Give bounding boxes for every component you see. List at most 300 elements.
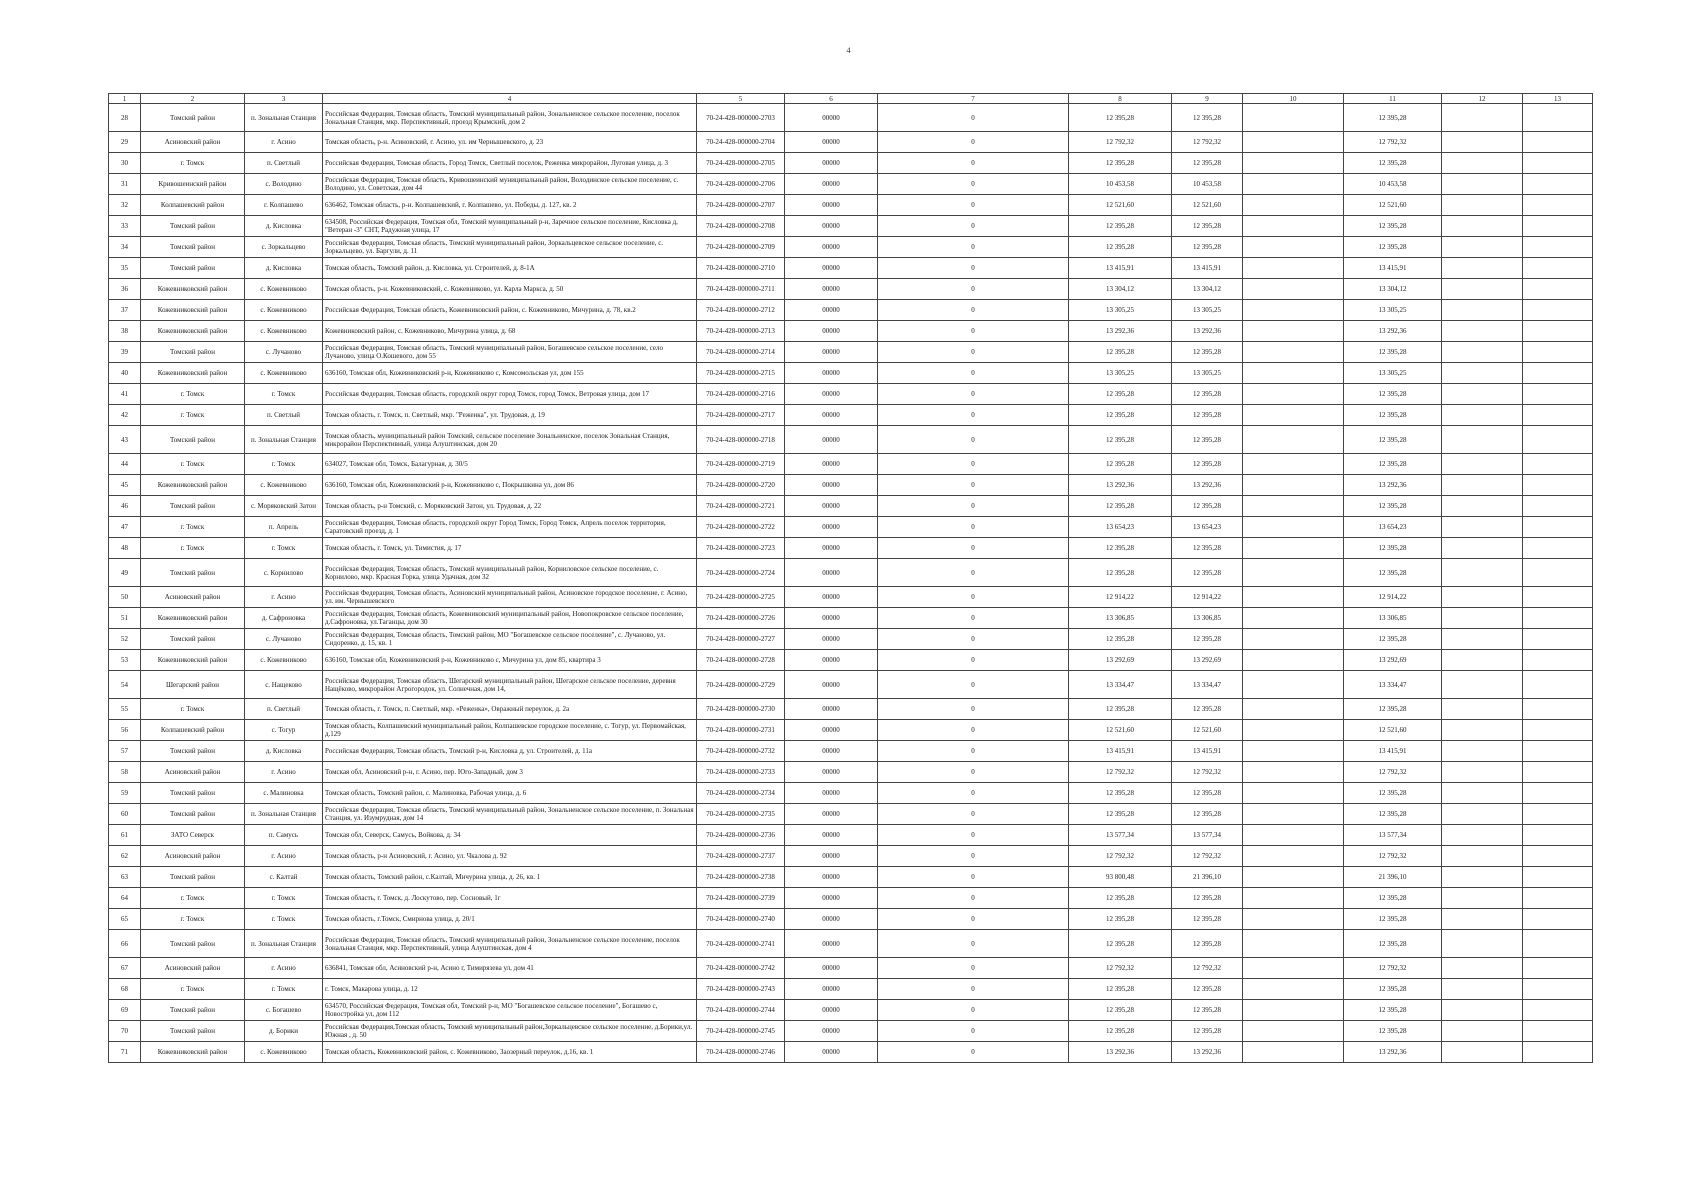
cell-col-12 — [1442, 237, 1523, 258]
cell-locality: г. Томск — [245, 888, 323, 909]
cell-col-9: 12 395,28 — [1172, 538, 1243, 559]
cell-col-7: 0 — [878, 846, 1069, 867]
cell-col-13 — [1523, 454, 1593, 475]
table-row — [109, 132, 1593, 153]
cell-district: Кожевниковский район — [141, 363, 245, 384]
header-col-5: 5 — [697, 94, 785, 104]
cell-col-12 — [1442, 650, 1523, 671]
cell-col-12 — [1442, 538, 1523, 559]
cell-code: 70-24-428-000000-2723 — [697, 538, 785, 559]
cell-col-9: 12 395,28 — [1172, 783, 1243, 804]
header-col-11: 11 — [1344, 94, 1442, 104]
cell-col-10 — [1243, 538, 1344, 559]
header-row — [109, 94, 1593, 104]
table-row — [109, 958, 1593, 979]
cell-address: 636462, Томская область, р-н. Колпашевский, г. Колпашево, ул. Победы, д. 127, кв. 2 — [323, 195, 697, 216]
cell-locality: п. Зональная Станция — [245, 104, 323, 132]
table-row — [109, 741, 1593, 762]
cell-col-6: 00000 — [785, 587, 878, 608]
cell-code: 70-24-428-000000-2735 — [697, 804, 785, 825]
cell-col-11: 12 521,60 — [1344, 195, 1442, 216]
cell-code: 70-24-428-000000-2717 — [697, 405, 785, 426]
cell-address: Томская область, г. Томск, ул. Тимистия, д. 17 — [323, 538, 697, 559]
cell-row-number: 47 — [109, 517, 141, 538]
cell-col-12 — [1442, 846, 1523, 867]
cell-col-8: 13 334,47 — [1069, 671, 1172, 699]
cell-col-9: 12 395,28 — [1172, 342, 1243, 363]
cell-col-12 — [1442, 699, 1523, 720]
cell-col-10 — [1243, 454, 1344, 475]
cell-locality: с. Малиновка — [245, 783, 323, 804]
cell-col-10 — [1243, 517, 1344, 538]
cell-col-6: 00000 — [785, 475, 878, 496]
table-row — [109, 300, 1593, 321]
cell-district: Томский район — [141, 1000, 245, 1021]
cell-row-number: 60 — [109, 804, 141, 825]
cell-col-6: 00000 — [785, 608, 878, 629]
cell-locality: д. Кисловка — [245, 258, 323, 279]
cell-col-9: 12 395,28 — [1172, 804, 1243, 825]
cell-code: 70-24-428-000000-2716 — [697, 384, 785, 405]
cell-district: Томский район — [141, 216, 245, 237]
cell-col-12 — [1442, 1021, 1523, 1042]
cell-address: Российская Федерация, Томская область, Томский муниципальный район, Зональненское сельское поселение, поселок Зональная Станция, мкр. Перспективный, улица Алуштинская, дом 4 — [323, 930, 697, 958]
cell-locality: д. Борики — [245, 1021, 323, 1042]
cell-col-11: 13 305,25 — [1344, 363, 1442, 384]
cell-locality: д. Кисловка — [245, 741, 323, 762]
cell-code: 70-24-428-000000-2728 — [697, 650, 785, 671]
cell-code: 70-24-428-000000-2706 — [697, 174, 785, 195]
cell-col-6: 00000 — [785, 517, 878, 538]
cell-col-9: 12 521,60 — [1172, 195, 1243, 216]
cell-col-9: 12 395,28 — [1172, 559, 1243, 587]
cell-col-6: 00000 — [785, 720, 878, 741]
cell-col-6: 00000 — [785, 909, 878, 930]
cell-col-10 — [1243, 804, 1344, 825]
cell-col-9: 13 654,23 — [1172, 517, 1243, 538]
cell-col-7: 0 — [878, 587, 1069, 608]
cell-col-10 — [1243, 174, 1344, 195]
cell-col-13 — [1523, 342, 1593, 363]
cell-row-number: 41 — [109, 384, 141, 405]
cell-locality: с. Володино — [245, 174, 323, 195]
cell-district: Колпашевский район — [141, 720, 245, 741]
cell-row-number: 44 — [109, 454, 141, 475]
cell-locality: с. Лучаново — [245, 629, 323, 650]
cell-col-13 — [1523, 237, 1593, 258]
cell-address: 634570, Российская Федерация, Томская обл, Томский р-н, МО "Богашевское сельское поселение", Богашево с, Новостройка ул, дом 112 — [323, 1000, 697, 1021]
cell-col-6: 00000 — [785, 699, 878, 720]
cell-row-number: 62 — [109, 846, 141, 867]
cell-col-11: 12 395,28 — [1344, 216, 1442, 237]
cell-row-number: 28 — [109, 104, 141, 132]
cell-col-13 — [1523, 132, 1593, 153]
table-row — [109, 867, 1593, 888]
header-col-13: 13 — [1523, 94, 1593, 104]
cell-col-6: 00000 — [785, 258, 878, 279]
cell-col-11: 12 395,28 — [1344, 153, 1442, 174]
cell-col-10 — [1243, 237, 1344, 258]
cell-code: 70-24-428-000000-2736 — [697, 825, 785, 846]
cell-col-10 — [1243, 650, 1344, 671]
cell-locality: с. Кожевниково — [245, 475, 323, 496]
cell-row-number: 34 — [109, 237, 141, 258]
cell-address: Томская обл, Северск, Самусь, Войкова, д. 34 — [323, 825, 697, 846]
cell-col-11: 13 334,47 — [1344, 671, 1442, 699]
cell-col-8: 13 292,36 — [1069, 475, 1172, 496]
cell-col-8: 12 395,28 — [1069, 538, 1172, 559]
cell-code: 70-24-428-000000-2707 — [697, 195, 785, 216]
cell-row-number: 40 — [109, 363, 141, 384]
cell-col-8: 12 521,60 — [1069, 195, 1172, 216]
cell-col-10 — [1243, 587, 1344, 608]
cell-col-8: 12 395,28 — [1069, 783, 1172, 804]
cell-code: 70-24-428-000000-2746 — [697, 1042, 785, 1063]
cell-district: Томский район — [141, 867, 245, 888]
cell-col-10 — [1243, 321, 1344, 342]
cell-col-6: 00000 — [785, 1042, 878, 1063]
cell-col-6: 00000 — [785, 216, 878, 237]
cell-col-7: 0 — [878, 538, 1069, 559]
cell-col-6: 00000 — [785, 153, 878, 174]
cell-col-12 — [1442, 979, 1523, 1000]
cell-col-8: 12 395,28 — [1069, 909, 1172, 930]
cell-col-6: 00000 — [785, 363, 878, 384]
table-row — [109, 195, 1593, 216]
cell-code: 70-24-428-000000-2730 — [697, 699, 785, 720]
cell-col-7: 0 — [878, 496, 1069, 517]
cell-col-8: 12 395,28 — [1069, 559, 1172, 587]
cell-address: 636160, Томская обл, Кожевниковский р-н, Кожевниково с, Комсомольская ул, дом 155 — [323, 363, 697, 384]
cell-col-12 — [1442, 279, 1523, 300]
cell-col-8: 12 395,28 — [1069, 930, 1172, 958]
cell-col-12 — [1442, 671, 1523, 699]
cell-district: Асиновский район — [141, 958, 245, 979]
cell-district: Асиновский район — [141, 132, 245, 153]
cell-col-13 — [1523, 1042, 1593, 1063]
cell-col-11: 12 395,28 — [1344, 1000, 1442, 1021]
cell-col-9: 12 395,28 — [1172, 384, 1243, 405]
cell-col-10 — [1243, 426, 1344, 454]
cell-col-11: 12 395,28 — [1344, 804, 1442, 825]
cell-col-10 — [1243, 279, 1344, 300]
cell-col-12 — [1442, 888, 1523, 909]
cell-col-10 — [1243, 867, 1344, 888]
cell-col-13 — [1523, 608, 1593, 629]
cell-col-9: 12 395,28 — [1172, 979, 1243, 1000]
table-row — [109, 671, 1593, 699]
cell-col-9: 12 395,28 — [1172, 104, 1243, 132]
cell-col-9: 13 415,91 — [1172, 258, 1243, 279]
cell-col-12 — [1442, 363, 1523, 384]
cell-col-6: 00000 — [785, 825, 878, 846]
cell-col-9: 12 792,32 — [1172, 846, 1243, 867]
cell-col-8: 12 395,28 — [1069, 1021, 1172, 1042]
cell-col-11: 21 396,10 — [1344, 867, 1442, 888]
cell-row-number: 65 — [109, 909, 141, 930]
cell-col-10 — [1243, 132, 1344, 153]
table-row — [109, 237, 1593, 258]
cell-col-8: 13 292,36 — [1069, 1042, 1172, 1063]
cell-district: г. Томск — [141, 454, 245, 475]
cell-district: Томский район — [141, 258, 245, 279]
cell-col-8: 12 792,32 — [1069, 958, 1172, 979]
cell-address: Томская область, г. Томск, д. Лоскутово, пер. Сосновый, 1г — [323, 888, 697, 909]
cell-district: Асиновский район — [141, 762, 245, 783]
cell-col-11: 12 395,28 — [1344, 629, 1442, 650]
registry-table-container — [108, 93, 1592, 1063]
cell-district: Томский район — [141, 930, 245, 958]
cell-locality: г. Асино — [245, 846, 323, 867]
cell-col-9: 13 305,25 — [1172, 300, 1243, 321]
cell-col-8: 12 395,28 — [1069, 153, 1172, 174]
cell-col-10 — [1243, 846, 1344, 867]
cell-col-10 — [1243, 104, 1344, 132]
cell-col-13 — [1523, 825, 1593, 846]
cell-col-7: 0 — [878, 804, 1069, 825]
cell-col-7: 0 — [878, 825, 1069, 846]
cell-col-6: 00000 — [785, 650, 878, 671]
cell-col-11: 12 395,28 — [1344, 384, 1442, 405]
cell-col-8: 13 292,69 — [1069, 650, 1172, 671]
cell-code: 70-24-428-000000-2722 — [697, 517, 785, 538]
cell-code: 70-24-428-000000-2738 — [697, 867, 785, 888]
cell-col-12 — [1442, 825, 1523, 846]
cell-code: 70-24-428-000000-2709 — [697, 237, 785, 258]
table-row — [109, 384, 1593, 405]
cell-district: Шегарский район — [141, 671, 245, 699]
cell-col-12 — [1442, 153, 1523, 174]
cell-col-9: 13 292,36 — [1172, 1042, 1243, 1063]
cell-col-11: 12 395,28 — [1344, 699, 1442, 720]
cell-col-10 — [1243, 762, 1344, 783]
cell-col-11: 13 305,25 — [1344, 300, 1442, 321]
cell-col-6: 00000 — [785, 1021, 878, 1042]
cell-col-13 — [1523, 538, 1593, 559]
cell-district: Томский район — [141, 426, 245, 454]
cell-col-8: 12 395,28 — [1069, 979, 1172, 1000]
cell-locality: с. Корнилово — [245, 559, 323, 587]
cell-col-12 — [1442, 517, 1523, 538]
cell-district: Томский район — [141, 804, 245, 825]
cell-col-9: 12 395,28 — [1172, 153, 1243, 174]
cell-district: Кожевниковский район — [141, 475, 245, 496]
cell-col-12 — [1442, 475, 1523, 496]
cell-row-number: 71 — [109, 1042, 141, 1063]
cell-code: 70-24-428-000000-2710 — [697, 258, 785, 279]
cell-col-7: 0 — [878, 475, 1069, 496]
cell-address: Российская Федерация, Томская область, городской округ город Томск, город Томск, Ветровая улица, дом 17 — [323, 384, 697, 405]
cell-col-13 — [1523, 153, 1593, 174]
cell-district: Асиновский район — [141, 846, 245, 867]
cell-col-7: 0 — [878, 1000, 1069, 1021]
cell-address: г. Томск, Макарова улица, д. 12 — [323, 979, 697, 1000]
cell-col-8: 12 395,28 — [1069, 496, 1172, 517]
cell-col-9: 12 395,28 — [1172, 216, 1243, 237]
cell-locality: с. Кожевниково — [245, 363, 323, 384]
cell-col-10 — [1243, 496, 1344, 517]
table-row — [109, 825, 1593, 846]
cell-col-8: 12 395,28 — [1069, 104, 1172, 132]
cell-address: Томская область, р-н. Асиновский, г. Асино, ул. им Чернышевского, д. 23 — [323, 132, 697, 153]
cell-col-8: 13 304,12 — [1069, 279, 1172, 300]
cell-col-12 — [1442, 608, 1523, 629]
cell-code: 70-24-428-000000-2727 — [697, 629, 785, 650]
cell-col-13 — [1523, 517, 1593, 538]
table-row — [109, 699, 1593, 720]
cell-col-7: 0 — [878, 342, 1069, 363]
cell-col-9: 12 395,28 — [1172, 930, 1243, 958]
cell-code: 70-24-428-000000-2740 — [697, 909, 785, 930]
cell-col-10 — [1243, 930, 1344, 958]
cell-district: г. Томск — [141, 979, 245, 1000]
cell-col-11: 12 792,32 — [1344, 958, 1442, 979]
table-row — [109, 783, 1593, 804]
cell-col-10 — [1243, 342, 1344, 363]
cell-col-11: 12 395,28 — [1344, 1021, 1442, 1042]
cell-row-number: 36 — [109, 279, 141, 300]
cell-col-13 — [1523, 363, 1593, 384]
cell-district: Кожевниковский район — [141, 321, 245, 342]
cell-col-7: 0 — [878, 300, 1069, 321]
cell-col-13 — [1523, 958, 1593, 979]
cell-col-10 — [1243, 216, 1344, 237]
cell-code: 70-24-428-000000-2742 — [697, 958, 785, 979]
cell-district: Томский район — [141, 629, 245, 650]
cell-locality: п. Зональная Станция — [245, 804, 323, 825]
cell-row-number: 45 — [109, 475, 141, 496]
cell-col-11: 12 792,32 — [1344, 762, 1442, 783]
cell-row-number: 52 — [109, 629, 141, 650]
table-row — [109, 363, 1593, 384]
cell-row-number: 50 — [109, 587, 141, 608]
cell-district: Кожевниковский район — [141, 279, 245, 300]
cell-locality: г. Колпашево — [245, 195, 323, 216]
cell-col-6: 00000 — [785, 979, 878, 1000]
table-row — [109, 517, 1593, 538]
cell-col-12 — [1442, 741, 1523, 762]
cell-district: г. Томск — [141, 888, 245, 909]
cell-col-6: 00000 — [785, 496, 878, 517]
cell-col-6: 00000 — [785, 321, 878, 342]
cell-col-13 — [1523, 720, 1593, 741]
cell-code: 70-24-428-000000-2715 — [697, 363, 785, 384]
table-row — [109, 629, 1593, 650]
cell-district: Кожевниковский район — [141, 650, 245, 671]
cell-address: Российская Федерация, Томская область, Томский муниципальный район, Зоркальцевское сельское поселение, с. Зоркальцево, ул. Баргули, д. 11 — [323, 237, 697, 258]
table-row — [109, 454, 1593, 475]
cell-col-9: 12 395,28 — [1172, 454, 1243, 475]
cell-col-9: 13 292,36 — [1172, 475, 1243, 496]
cell-col-13 — [1523, 867, 1593, 888]
cell-col-7: 0 — [878, 174, 1069, 195]
cell-col-7: 0 — [878, 363, 1069, 384]
cell-col-12 — [1442, 496, 1523, 517]
cell-locality: с. Кожевниково — [245, 650, 323, 671]
cell-col-10 — [1243, 720, 1344, 741]
cell-col-11: 12 792,32 — [1344, 132, 1442, 153]
cell-col-11: 12 395,28 — [1344, 888, 1442, 909]
cell-col-6: 00000 — [785, 783, 878, 804]
table-row — [109, 104, 1593, 132]
cell-district: Томский район — [141, 1021, 245, 1042]
cell-col-9: 13 304,12 — [1172, 279, 1243, 300]
cell-col-10 — [1243, 783, 1344, 804]
cell-col-10 — [1243, 363, 1344, 384]
cell-col-11: 13 292,36 — [1344, 475, 1442, 496]
cell-district: Кожевниковский район — [141, 608, 245, 629]
cell-col-10 — [1243, 958, 1344, 979]
table-row — [109, 1000, 1593, 1021]
cell-col-9: 10 453,58 — [1172, 174, 1243, 195]
cell-col-12 — [1442, 384, 1523, 405]
header-col-7: 7 — [878, 94, 1069, 104]
cell-code: 70-24-428-000000-2732 — [697, 741, 785, 762]
cell-code: 70-24-428-000000-2741 — [697, 930, 785, 958]
cell-col-7: 0 — [878, 608, 1069, 629]
cell-address: Российская Федерация, Томская область, Город Томск, Светлый поселок, Реженка микрорайон, Луговая улица, д. 3 — [323, 153, 697, 174]
cell-col-7: 0 — [878, 132, 1069, 153]
cell-col-8: 12 395,28 — [1069, 888, 1172, 909]
cell-col-12 — [1442, 174, 1523, 195]
cell-code: 70-24-428-000000-2713 — [697, 321, 785, 342]
cell-col-12 — [1442, 867, 1523, 888]
cell-locality: п. Светлый — [245, 699, 323, 720]
cell-code: 70-24-428-000000-2703 — [697, 104, 785, 132]
cell-col-13 — [1523, 216, 1593, 237]
cell-col-9: 13 334,47 — [1172, 671, 1243, 699]
cell-row-number: 63 — [109, 867, 141, 888]
cell-col-12 — [1442, 426, 1523, 454]
cell-address: Томская область, Томский район, с. Малиновка, Рабочая улица, д. 6 — [323, 783, 697, 804]
cell-col-12 — [1442, 104, 1523, 132]
cell-address: Томская область, Томский район, д. Кисловка, ул. Строителей, д. 8-1А — [323, 258, 697, 279]
cell-col-11: 12 395,28 — [1344, 979, 1442, 1000]
cell-col-11: 13 577,34 — [1344, 825, 1442, 846]
cell-address: Томская область, г. Томск, п. Светлый, мкр. «Реженка», Овражный переулок, д. 2а — [323, 699, 697, 720]
cell-col-7: 0 — [878, 888, 1069, 909]
cell-col-13 — [1523, 699, 1593, 720]
cell-address: Российская Федерация, Томская область, Шегарский муниципальный район, Шегарское сельское поселение, деревня Нащёково, микрорайон Агрогородок, ул. Солнечная, дом 14, — [323, 671, 697, 699]
cell-col-10 — [1243, 741, 1344, 762]
cell-col-6: 00000 — [785, 804, 878, 825]
cell-col-7: 0 — [878, 279, 1069, 300]
cell-col-11: 12 395,28 — [1344, 559, 1442, 587]
cell-address: Томская область, р-н. Кожевниковский, с. Кожевниково, ул. Карла Маркса, д. 50 — [323, 279, 697, 300]
cell-col-10 — [1243, 888, 1344, 909]
cell-col-9: 12 395,28 — [1172, 888, 1243, 909]
cell-col-13 — [1523, 279, 1593, 300]
cell-col-8: 12 914,22 — [1069, 587, 1172, 608]
cell-address: Российская Федерация, Томская область, Кривошеинский муниципальный район, Володинское сельское поселение, с. Володино, ул. Советская, дом 44 — [323, 174, 697, 195]
cell-address: Томская область, Кожевниковский район, с. Кожевниково, Заозерный переулок, д.16, кв. 1 — [323, 1042, 697, 1063]
cell-col-7: 0 — [878, 762, 1069, 783]
cell-col-12 — [1442, 559, 1523, 587]
cell-row-number: 55 — [109, 699, 141, 720]
cell-col-7: 0 — [878, 384, 1069, 405]
header-col-1: 1 — [109, 94, 141, 104]
cell-code: 70-24-428-000000-2721 — [697, 496, 785, 517]
cell-address: Российская Федерация, Томская область, Кожевниковский район, с. Кожевниково, Мичурина, д. 78, кв.2 — [323, 300, 697, 321]
cell-address: Томская область, р-н Асиновский, г. Асино, ул. Чкалова д. 92 — [323, 846, 697, 867]
cell-row-number: 31 — [109, 174, 141, 195]
cell-col-8: 12 395,28 — [1069, 629, 1172, 650]
cell-col-13 — [1523, 846, 1593, 867]
cell-col-8: 13 577,34 — [1069, 825, 1172, 846]
cell-col-7: 0 — [878, 867, 1069, 888]
cell-district: Кожевниковский район — [141, 300, 245, 321]
cell-col-11: 13 415,91 — [1344, 258, 1442, 279]
